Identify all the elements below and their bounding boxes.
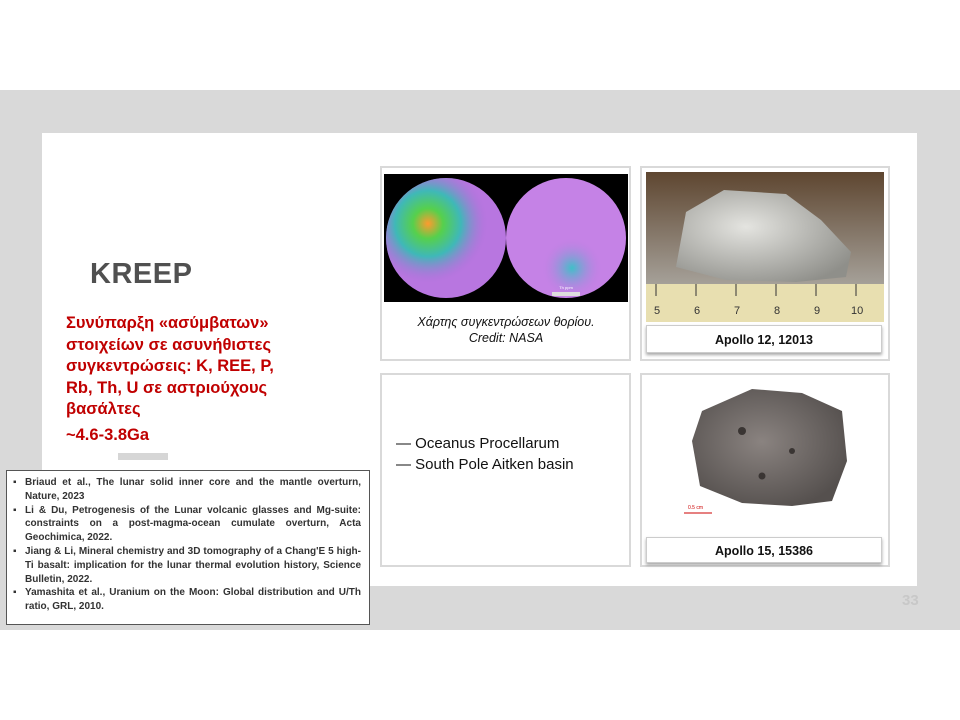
description-line: Συνύπαρξη «ασύμβατων» <box>66 314 269 332</box>
features-panel <box>380 373 631 567</box>
feature-item: — South Pole Aitken basin <box>396 456 574 473</box>
apollo12-label: Apollo 12, 12013 <box>646 325 882 353</box>
svg-text:8: 8 <box>774 305 781 317</box>
reference-item: ▪ Briaud et al., The lunar solid inner core and the mantle overturn, Nature, 2023 <box>13 477 361 502</box>
description-line: στοιχείων σε ασυνήθιστες <box>66 335 272 354</box>
svg-text:6: 6 <box>694 305 701 317</box>
description-line: βασάλτες <box>66 400 141 418</box>
apollo15-rock-image <box>682 381 852 531</box>
svg-text:5: 5 <box>654 305 661 317</box>
thorium-map-image <box>384 174 628 302</box>
apollo12-panel <box>640 166 890 361</box>
apollo12-rock-image <box>646 172 884 322</box>
apollo15-label: Apollo 15, 15386 <box>646 537 882 563</box>
svg-text:7: 7 <box>734 305 741 317</box>
apollo15-panel <box>640 373 890 567</box>
svg-text:9: 9 <box>814 305 821 317</box>
features-list <box>396 433 574 475</box>
references-box <box>6 470 370 625</box>
reference-item: ▪ Yamashita et al., Uranium on the Moon: Global distribution and U/Th ratio, GRL, 2010. <box>13 587 361 613</box>
reference-item: ▪ Jiang & Li, Mineral chemistry and 3D tomography of a Chang'E 5 high-Ti basalt: implication for the lunar thermal evolution history, Science Bulletin, 2022. <box>13 545 361 585</box>
decorative-bar <box>118 453 168 460</box>
thorium-map-panel <box>380 166 631 361</box>
reference-item: ▪ Li & Du, Petrogenesis of the Lunar volcanic glasses and Mg-suite: constraints on a post-magma-ocean cumulate overturn, Acta Geochimica, 2022. <box>13 504 361 544</box>
svg-text:0.5 cm: 0.5 cm <box>688 505 704 511</box>
svg-text:Th ppm: Th ppm <box>559 285 573 290</box>
feature-item: — Oceanus Procellarum <box>396 435 560 452</box>
slide-title: KREEP <box>90 258 193 290</box>
svg-text:10: 10 <box>851 305 864 317</box>
map-caption: Χάρτης συγκεντρώσεων θορίου. Credit: NASA <box>417 315 595 345</box>
kreep-description <box>66 313 318 421</box>
description-line: συγκεντρώσεις: K, REE, P, <box>66 357 274 375</box>
description-line: Rb, Th, U σε αστριούχους <box>66 378 268 397</box>
age-range: ~4.6-3.8Ga <box>66 426 150 444</box>
page-number: 33 <box>902 592 919 609</box>
